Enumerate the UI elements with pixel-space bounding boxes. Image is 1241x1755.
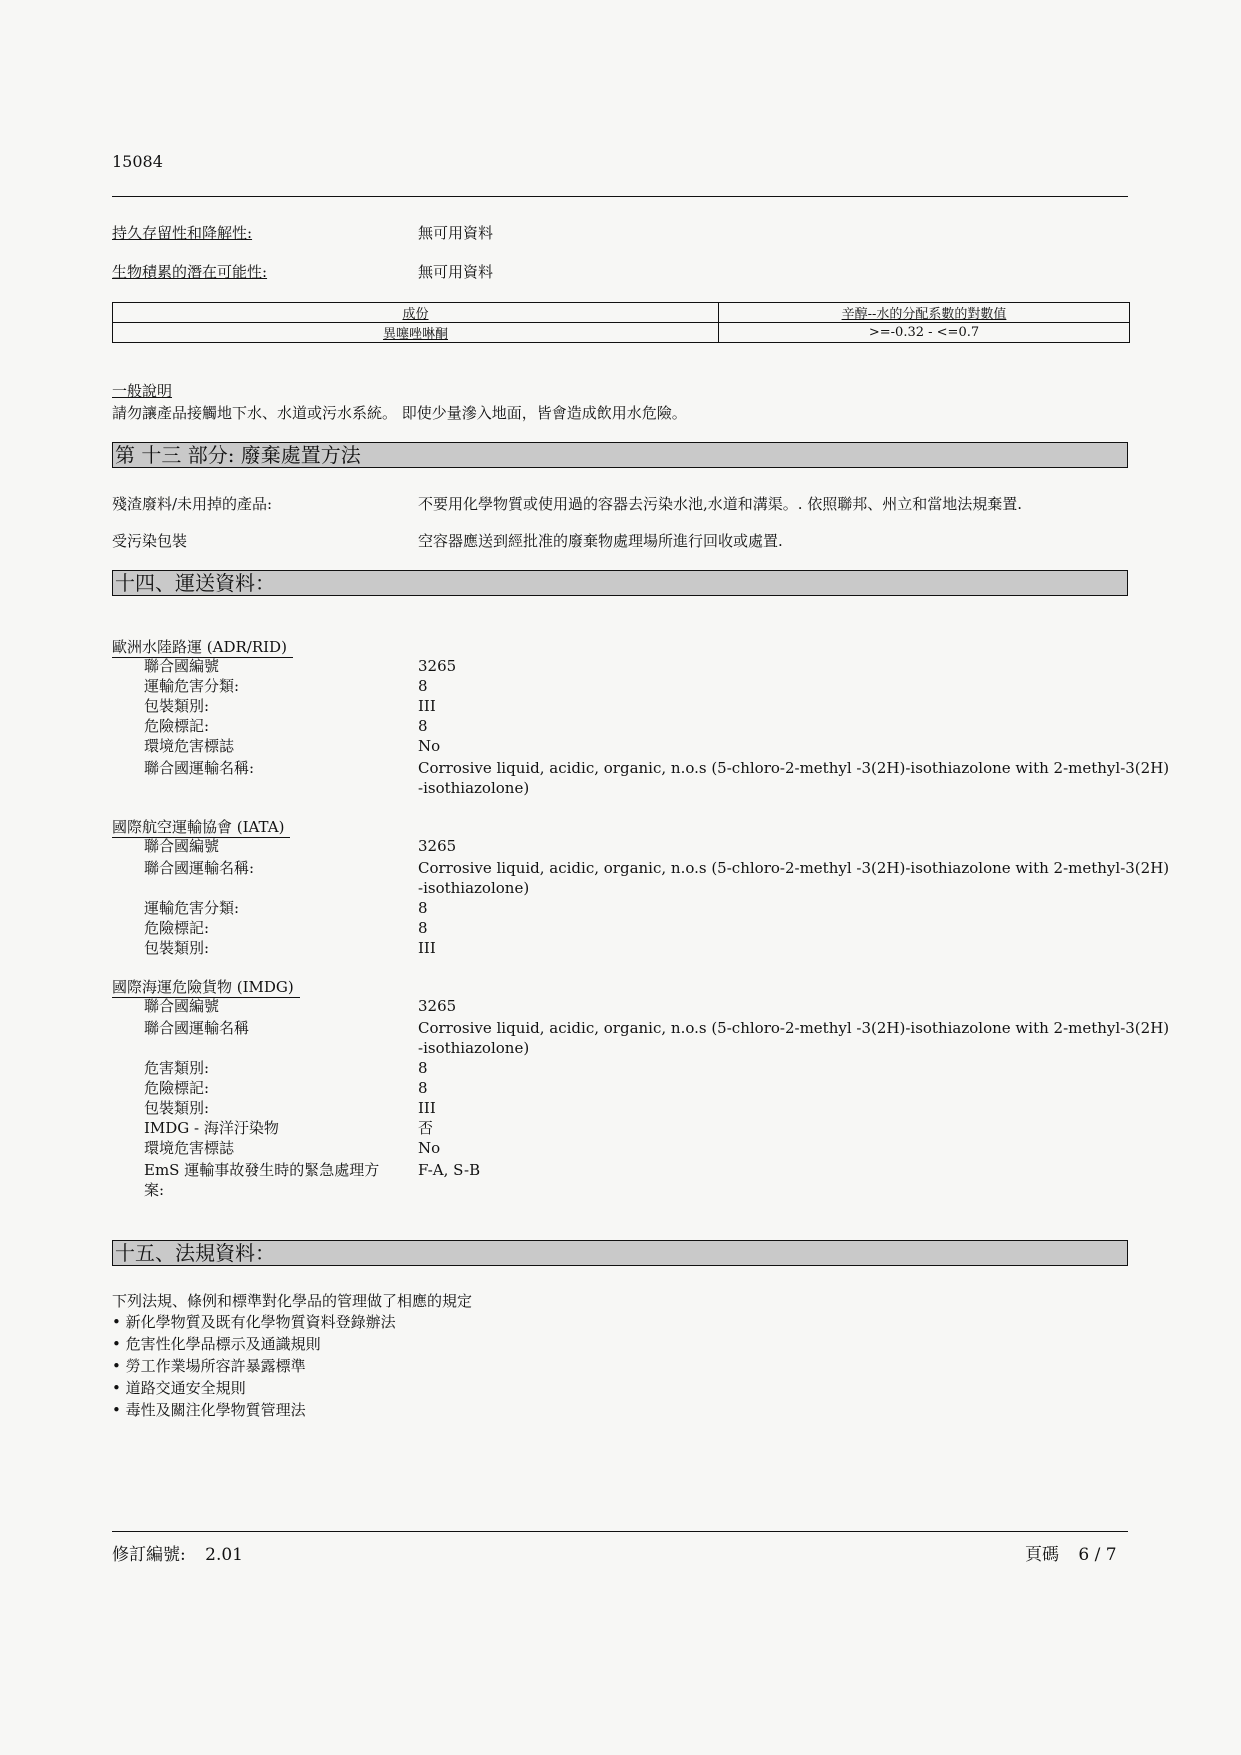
iata-packing-group-value: III: [418, 939, 436, 957]
imdg-env-hazard-value: No: [418, 1139, 441, 1157]
adr-un-number-value: 3265: [418, 657, 457, 675]
iata-shipping-name-label: 聯合國運輸名稱:: [144, 859, 255, 877]
imdg-ems-label: EmS 運輸事故發生時的緊急處理方: [144, 1161, 380, 1179]
table-cell-component: 異噻唑啉酮: [113, 323, 719, 343]
table-row: [113, 323, 1130, 343]
imdg-marine-pollutant-value: 否: [418, 1119, 434, 1137]
header-divider: [112, 196, 1128, 197]
list-item: • 新化學物質及既有化學物質資料登錄辦法: [112, 1313, 396, 1331]
imdg-hazard-class-label: 危害類別:: [144, 1059, 210, 1077]
adr-shipping-name-label: 聯合國運輸名稱:: [144, 759, 255, 777]
adr-title: 歐洲水陸路運 (ADR/RID): [112, 636, 293, 658]
iata-shipping-name-value-cont: -isothiazolone): [418, 879, 530, 897]
iata-un-number-value: 3265: [418, 837, 457, 855]
packaging-value: 空容器應送到經批准的廢棄物處理場所進行回收或處置.: [418, 532, 783, 550]
footer-divider: [112, 1531, 1128, 1532]
revision-value: 2.01: [205, 1545, 243, 1565]
persistence-value: 無可用資料: [418, 224, 494, 242]
adr-un-number-label: 聯合國編號: [144, 657, 220, 675]
imdg-hazard-label-value: 8: [418, 1079, 428, 1097]
iata-hazard-label-value: 8: [418, 919, 428, 937]
list-item: • 毒性及關注化學物質管理法: [112, 1401, 306, 1419]
bioaccumulation-label: 生物積累的潛在可能性:: [112, 263, 268, 281]
adr-env-hazard-value: No: [418, 737, 441, 755]
iata-hazard-class-value: 8: [418, 899, 428, 917]
page-value: 6 / 7: [1078, 1545, 1117, 1565]
imdg-hazard-label-label: 危險標記:: [144, 1079, 210, 1097]
list-item: • 道路交通安全規則: [112, 1379, 246, 1397]
packaging-label: 受污染包裝: [112, 532, 188, 550]
regulation-intro: 下列法規、條例和標準對化學品的管理做了相應的規定: [112, 1292, 473, 1310]
iata-hazard-label-label: 危險標記:: [144, 919, 210, 937]
imdg-shipping-name-label: 聯合國運輸名稱: [144, 1019, 250, 1037]
section-14-header: [112, 570, 1128, 596]
imdg-ems-label-cont: 案:: [144, 1181, 165, 1199]
section-15-title: 十五、法規資料：: [115, 1241, 275, 1265]
residue-label: 殘渣廢料/未用掉的產品:: [112, 495, 273, 513]
imdg-shipping-name-value: Corrosive liquid, acidic, organic, n.o.s (5-chloro-2-methyl -3(2H)-isothiazolone with 2-methyl-3(2H): [418, 1019, 1170, 1037]
adr-hazard-label-value: 8: [418, 717, 428, 735]
imdg-title: 國際海運危險貨物 (IMDG): [112, 976, 300, 998]
table-cell-log-kow: >=-0.32 - <=0.7: [719, 323, 1130, 343]
imdg-packing-group-value: III: [418, 1099, 436, 1117]
revision-label: 修訂編號:: [112, 1545, 186, 1565]
adr-hazard-class-value: 8: [418, 677, 428, 695]
section-14-title: 十四、運送資料：: [115, 571, 275, 595]
iata-title: 國際航空運輸協會 (IATA): [112, 816, 290, 838]
imdg-ems-value: F-A, S-B: [418, 1161, 481, 1179]
adr-env-hazard-label: 環境危害標誌: [144, 737, 235, 755]
imdg-marine-pollutant-label: IMDG - 海洋汙染物: [144, 1119, 279, 1137]
imdg-shipping-name-value-cont: -isothiazolone): [418, 1039, 530, 1057]
page-label: 頁碼: [1025, 1545, 1059, 1565]
table-header-row: [113, 303, 1130, 323]
adr-packing-group-label: 包裝類別:: [144, 697, 210, 715]
persistence-label: 持久存留性和降解性:: [112, 224, 253, 242]
revision: [112, 1540, 243, 1565]
iata-hazard-class-label: 運輸危害分類:: [144, 899, 240, 917]
adr-hazard-label-label: 危險標記:: [144, 717, 210, 735]
imdg-packing-group-label: 包裝類別:: [144, 1099, 210, 1117]
adr-shipping-name-value-cont: -isothiazolone): [418, 779, 530, 797]
general-title: 一般說明: [112, 382, 173, 400]
iata-shipping-name-value: Corrosive liquid, acidic, organic, n.o.s (5-chloro-2-methyl -3(2H)-isothiazolone with 2-methyl-3(2H): [418, 859, 1170, 877]
table-header-component: 成份: [113, 303, 719, 323]
table-header-log-kow: 辛醇--水的分配系數的對數值: [719, 303, 1130, 323]
adr-packing-group-value: III: [418, 697, 436, 715]
section-13-title: 第 十三 部分: 廢棄處置方法: [115, 443, 361, 467]
list-item: • 勞工作業場所容許暴露標準: [112, 1357, 306, 1375]
list-item: • 危害性化學品標示及通識規則: [112, 1335, 321, 1353]
page-number: [1025, 1540, 1117, 1565]
adr-shipping-name-value: Corrosive liquid, acidic, organic, n.o.s (5-chloro-2-methyl -3(2H)-isothiazolone with 2-methyl-3(2H): [418, 759, 1170, 777]
imdg-un-number-value: 3265: [418, 997, 457, 1015]
imdg-hazard-class-value: 8: [418, 1059, 428, 1077]
doc-number: 15084: [112, 152, 163, 171]
adr-hazard-class-label: 運輸危害分類:: [144, 677, 240, 695]
section-15-header: [112, 1240, 1128, 1266]
partition-coefficient-table: [112, 302, 1130, 343]
section-13-header: [112, 442, 1128, 468]
residue-value: 不要用化學物質或使用過的容器去污染水池,水道和溝渠。. 依照聯邦、州立和當地法規棄置.: [418, 495, 1023, 513]
general-text: 請勿讓產品接觸地下水、水道或污水系統。 即使少量滲入地面，皆會造成飲用水危險。: [112, 404, 687, 422]
iata-un-number-label: 聯合國編號: [144, 837, 220, 855]
iata-packing-group-label: 包裝類別:: [144, 939, 210, 957]
bioaccumulation-value: 無可用資料: [418, 263, 494, 281]
imdg-env-hazard-label: 環境危害標誌: [144, 1139, 235, 1157]
imdg-un-number-label: 聯合國編號: [144, 997, 220, 1015]
